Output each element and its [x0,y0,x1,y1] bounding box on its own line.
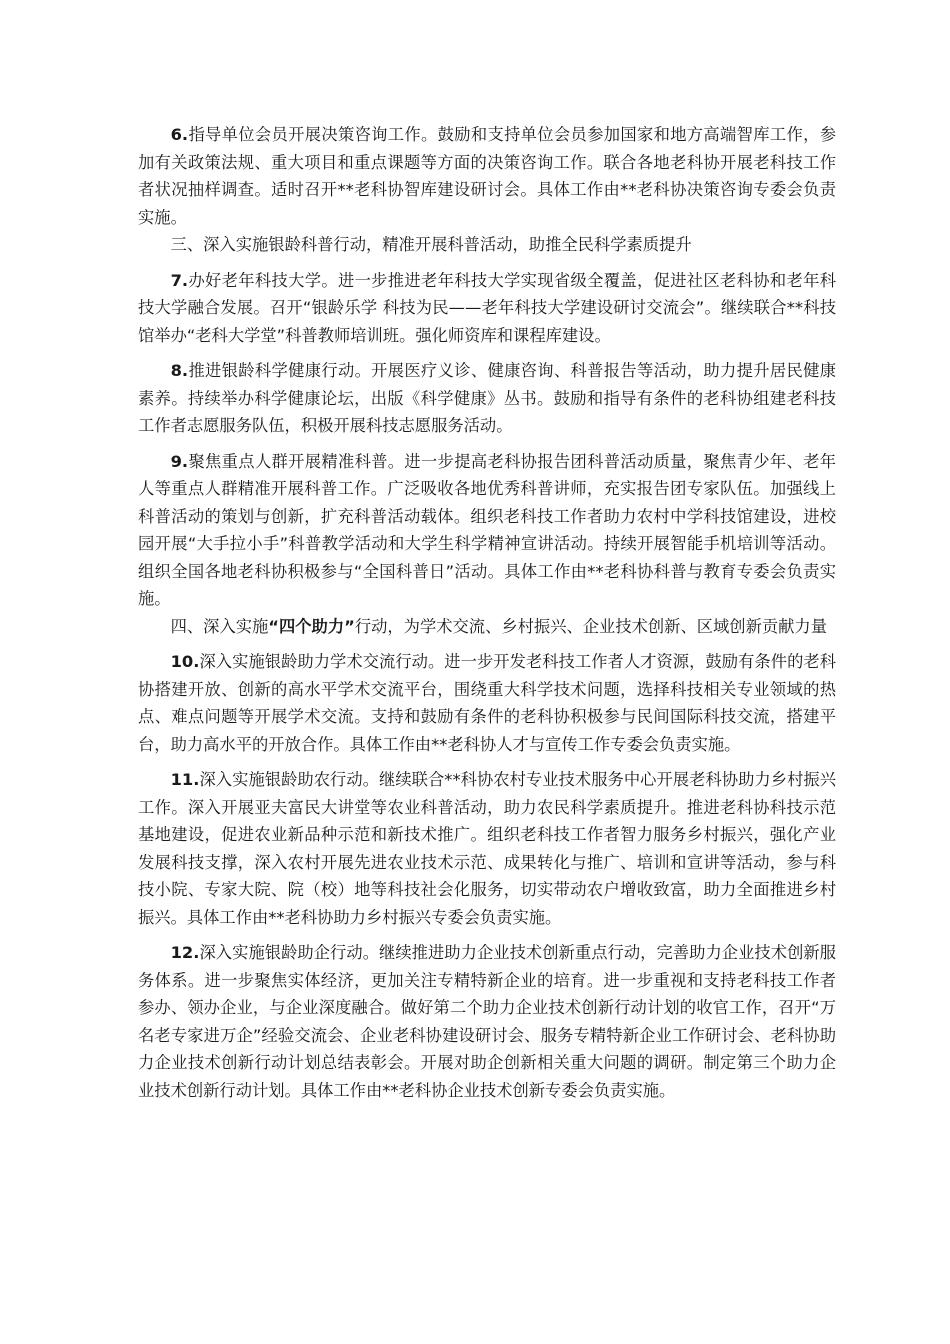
paragraph-text: 深入实施银龄助农行动。继续联合**科协农村专业技术服务中心开展老科协助力乡村振兴工作。深入开展亚夫富民大讲堂等农业科普活动，助力农民科学素质提升。推进老科协科技示范基地建设，促进农业新品种示范和新技术推广。组织老科技工作者智力服务乡村振兴，强化产业发展科技支撑，深入农村开展先进农业技术示范、成果转化与推广、培训和宣讲等活动，参与科技小院、专家大院、院（校）地等科技社会化服务，切实带动农户增收致富，助力全面推进乡村振兴。具体工作由**老科协助力乡村振兴专委会负责实施。 [138,770,836,927]
document-page [138,121,836,1104]
item-number: 6. [170,125,189,144]
paragraph-6 [138,121,836,231]
section-heading-3: 三、深入实施银龄科普行动，精准开展科普活动，助推全民科学素质提升 [170,235,692,254]
item-number: 11. [170,770,200,789]
paragraph-9 [138,448,836,613]
paragraph-11 [138,766,836,931]
heading-suffix: 行动，为学术交流、乡村振兴、企业技术创新、区域创新贡献力量 [354,616,827,636]
paragraph-text: 聚焦重点人群开展精准科普。进一步提高老科协报告团科普活动质量，聚焦青少年、老年人等重点人群精准开展科普工作。广泛吸收各地优秀科普讲师，充实报告团专家队伍。加强线上科普活动的策划与创新，扩充科普活动载体。组织老科技工作者助力农村中学科技馆建设，进校园开展“大手拉小手”科普教学活动和大学生科学精神宣讲活动。持续开展智能手机培训等活动。组织全国各地老科协积极参与“全国科普日”活动。具体工作由**老科协科普与教育专委会负责实施。 [138,451,836,608]
paragraph-7 [138,267,836,350]
paragraph-text: 指导单位会员开展决策咨询工作。鼓励和支持单位会员参加国家和地方高端智库工作，参加有关政策法规、重大项目和重点课题等方面的决策咨询工作。联合各地老科协开展老科技工作者状况抽样调查。适时召开**老科协智库建设研讨会。具体工作由**老科协决策咨询专委会负责实施。 [138,125,836,227]
paragraph-text: 深入实施银龄助企行动。继续推进助力企业技术创新重点行动，完善助力企业技术创新服务体系。进一步聚焦实体经济，更加关注专精特新企业的培育。进一步重视和支持老科技工作者参办、领办企业，与企业深度融合。做好第二个助力企业技术创新行动计划的收官工作，召开“万名老专家进万企”经验交流会、企业老科协建设研讨会、服务专精特新企业工作研讨会、老科协助力企业技术创新行动计划总结表彰会。开展对助企创新相关重大问题的调研。制定第三个助力企业技术创新行动计划。具体工作由**老科协企业技术创新专委会负责实施。 [138,943,836,1100]
item-number: 10. [170,652,200,671]
paragraph-text: 推进银龄科学健康行动。开展医疗义诊、健康咨询、科普报告等活动，助力提升居民健康素养。持续举办科学健康论坛，出版《科学健康》丛书。鼓励和指导有条件的老科协组建老科技工作者志愿服务队伍，积极开展科技志愿服务活动。 [138,361,836,435]
paragraph-10 [138,648,836,758]
heading-emphasis: “四个助力” [268,616,355,636]
item-number: 9. [170,451,189,471]
item-number: 8. [170,361,189,380]
item-number: 12. [170,943,200,962]
heading-prefix: 四、深入实施 [170,616,269,636]
paragraph-text: 办好老年科技大学。进一步推进老年科技大学实现省级全覆盖，促进社区老科协和老年科技大学融合发展。召开“银龄乐学 科技为民——老年科技大学建设研讨交流会”。继续联合**科技馆举办“老科大学堂”科普教师培训班。强化师资库和课程库建设。 [138,270,836,345]
paragraph-text: 深入实施银龄助力学术交流行动。进一步开发老科技工作者人才资源，鼓励有条件的老科协搭建开放、创新的高水平学术交流平台，围绕重大科学技术问题，选择科技相关专业领域的热点、难点问题等开展学术交流。支持和鼓励有条件的老科协积极参与民间国际科技交流，搭建平台，助力高水平的开放合作。具体工作由**老科协人才与宣传工作专委会负责实施。 [138,652,836,754]
paragraph-12 [138,939,836,1104]
section-heading-4 [138,613,836,641]
paragraph-8 [138,357,836,440]
item-number: 7. [170,270,189,290]
